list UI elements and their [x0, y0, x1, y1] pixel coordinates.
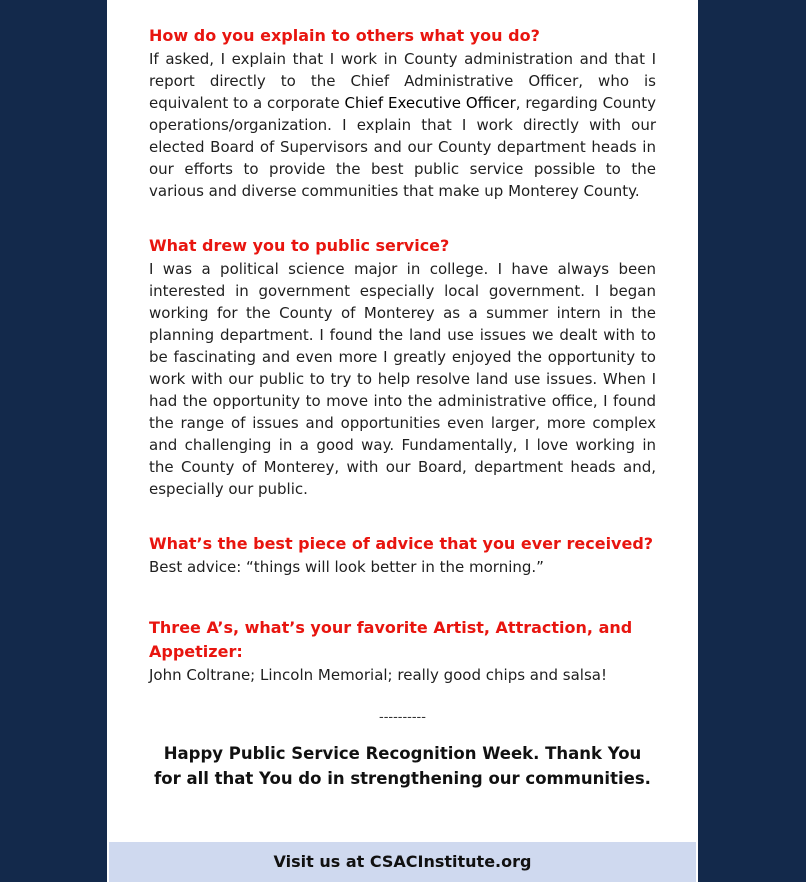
answer-text-part: , regarding County operations/organization. I explain that I work directly with our elected Board of Supervisors and our County department heads in our efforts to provide the best public service possible to the various and diverse communities that make up Monterey County.	[149, 94, 656, 200]
question-heading: Three A’s, what’s your favorite Artist, Attraction, and Appetizer:	[149, 618, 633, 661]
newsletter-page	[107, 0, 698, 882]
answer-text	[149, 48, 656, 202]
qa-section-explain-role	[149, 24, 656, 202]
qa-section-three-as	[149, 616, 656, 686]
footer-bar[interactable]	[109, 842, 696, 882]
question-heading: What drew you to public service?	[149, 236, 450, 255]
interview-content	[149, 24, 656, 791]
question-heading: How do you explain to others what you do?	[149, 26, 540, 45]
qa-section-public-service	[149, 234, 656, 500]
footer-link[interactable]: Visit us at CSACInstitute.org	[273, 852, 532, 871]
question-heading: What’s the best piece of advice that you ever received?	[149, 534, 654, 553]
qa-section-best-advice	[149, 532, 656, 578]
closing-message: Happy Public Service Recognition Week. Thank You for all that You do in strengthening our communities.	[154, 744, 651, 788]
answer-highlight: Chief Executive Officer	[344, 94, 516, 112]
answer-text: Best advice: “things will look better in the morning.”	[149, 558, 544, 576]
answer-text: I was a political science major in college. I have always been interested in government especially local government. I began working for the County of Monterey as a summer intern in the planning department. I found the land use issues we dealt with to be fascinating and even more I greatly enjoyed the opportunity to work with our public to try to help resolve land use issues. When I had the opportunity to move into the administrative office, I found the range of issues and opportunities even larger, more complex and challenging in a good way. Fundamentally, I love working in the County of Monterey, with our Board, department heads and, especially our public.	[149, 260, 656, 498]
answer-text: John Coltrane; Lincoln Memorial; really good chips and salsa!	[149, 666, 607, 684]
section-divider: ----------	[379, 710, 426, 725]
answer-text-part: If asked, I explain that I work in County administration and that I report directly to the Chief Administrative Officer, who is equivalent to a corporate	[149, 50, 656, 112]
